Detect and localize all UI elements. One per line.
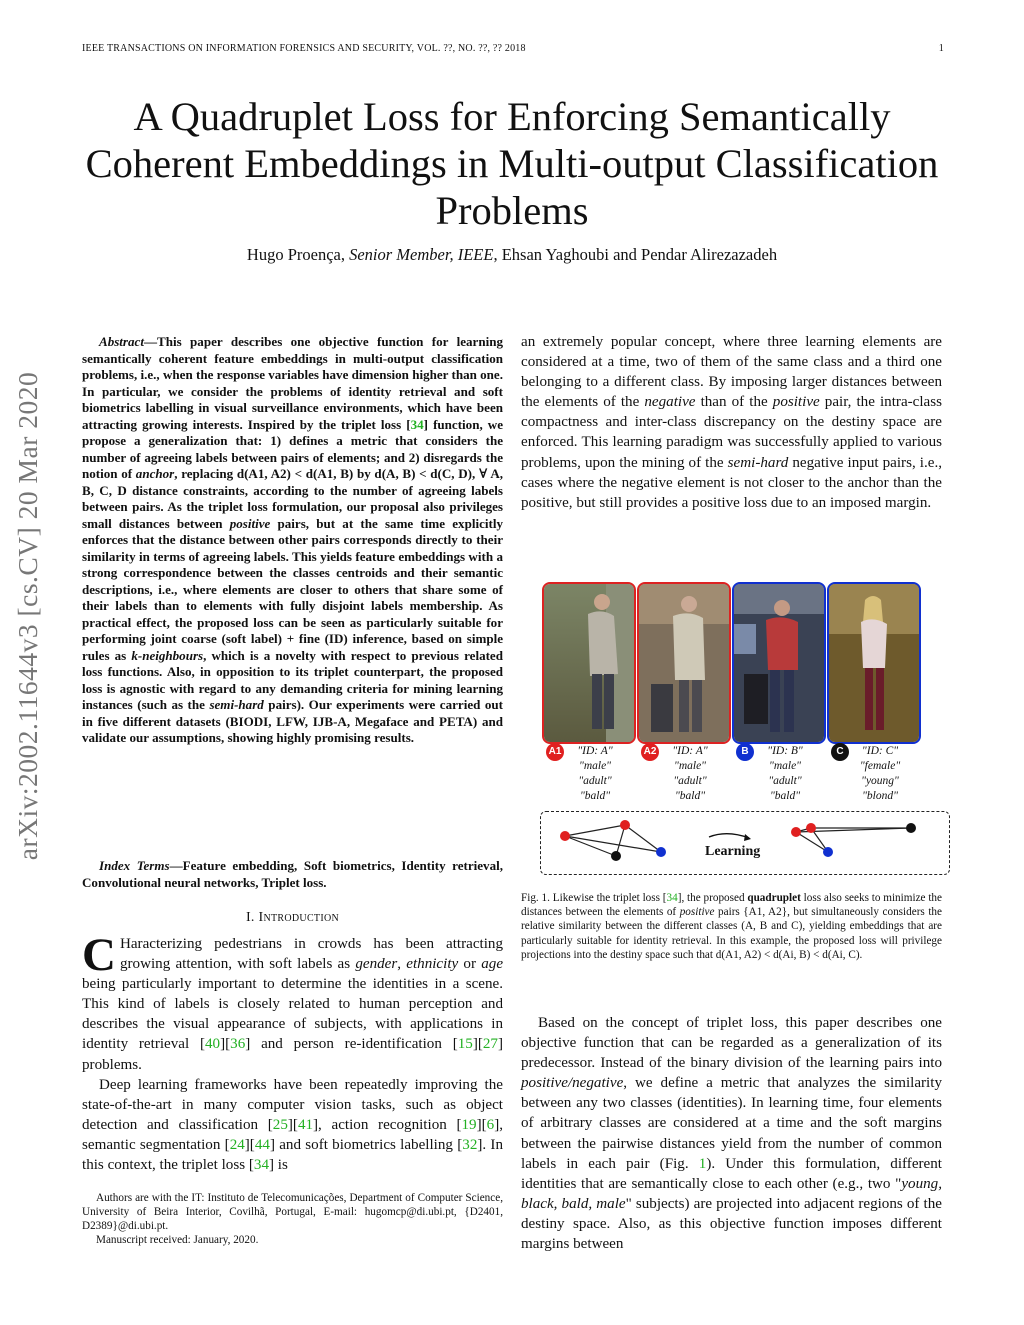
point-c-before <box>611 851 621 861</box>
right-column-bottom <box>521 1013 942 1254</box>
point-c-after <box>906 823 916 833</box>
label-id: "ID: B" <box>767 745 803 757</box>
body-text: or <box>458 956 482 973</box>
emphasis: age <box>481 956 504 973</box>
figure-1-caption <box>521 891 942 962</box>
body-text: ][ <box>287 1116 298 1133</box>
body-text: negative input pairs, i.e., cases where the negative element is not closer to the anchor than the positive, but still provides a positive loss due to an imposed margin. <box>521 454 942 511</box>
emphasis: positive <box>229 515 271 531</box>
label-id: "ID: A" <box>672 745 708 757</box>
label-gender: "female" <box>859 760 901 772</box>
label-age: "adult" <box>768 775 802 787</box>
title-line-3: Problems <box>435 188 589 233</box>
pedestrian-photo-a1 <box>542 582 636 744</box>
body-text: pair, the intra-class compactness and inter-class discrepancy on the destiny space are enforced. This learning paradigm was successfully applied to various problems, upon the mining of the <box>521 394 943 471</box>
emphasis: semi-hard <box>209 697 264 712</box>
body-text: ][ <box>472 1036 483 1053</box>
body-text: ][ <box>476 1116 487 1133</box>
emphasis: negative <box>644 394 696 411</box>
body-text: ] and soft biometrics labelling [ <box>269 1136 463 1153</box>
caption-text: Likewise the triplet loss [ <box>549 892 667 904</box>
badge-c: C <box>831 743 849 761</box>
page-number: 1 <box>938 43 944 54</box>
caption-label: Fig. 1. <box>521 892 550 904</box>
point-b-before <box>656 847 666 857</box>
citation-link[interactable]: 36 <box>230 1036 246 1053</box>
body-text: , we define a metric that analyzes the similarity between any two classes (identities). In learning time, four elements of arbitrary classes are considered at a time and the soft margins between the pairwise distances yield from the number of common labels in each pair (Fig. <box>521 1075 942 1172</box>
label-gender: "male" <box>673 760 706 772</box>
abstract-text: , replacing d(A1, A2) < d(A1, B) by d(A, B) < d(C, D), ∀ A, B, C, D distance constraints, according to the number of agreeing labels between pairs. As the triplet loss formulation, our proposal also privileges small distances between <box>82 466 504 531</box>
author-role: Senior Member, IEEE <box>349 245 494 264</box>
body-text: ], semantic segmentation [ <box>82 1116 503 1153</box>
badge-a2: A2 <box>641 743 659 761</box>
citation-link[interactable]: 34 <box>410 416 424 432</box>
badge-a1: A1 <box>546 743 564 761</box>
body-text: Deep learning frameworks have been repeatedly improving the state-of-the-art in many computer vision tasks, such as object detection and classification [ <box>82 1076 503 1133</box>
emphasis: positive <box>679 906 715 919</box>
intro-text <box>82 929 504 1175</box>
citation-link[interactable]: 19 <box>461 1116 477 1133</box>
body-text: ], action recognition [ <box>313 1116 462 1133</box>
citation-link[interactable]: 40 <box>205 1036 221 1053</box>
citation-link[interactable]: 34 <box>666 892 678 904</box>
caption-text: pairs {A1, A2}, but simultaneously considers the relative similarity between the different classes (A, B and C), yielding embeddings that are particularly suitable for identity retrieval. In this example, the proposed loss will privilege projections into the destiny space such that d(A1, A2) < d(Ai, B) < d(Ai, C). <box>521 906 942 961</box>
journal-name: IEEE TRANSACTIONS ON INFORMATION FORENSICS AND SECURITY, VOL. ??, NO. ??, ?? 2018 <box>82 43 526 54</box>
body-text: Based on the concept of triplet loss, this paper describes one objective function that can be regarded as a generalization of its predecessor. Instead of the binary division of the learning pairs into <box>521 1015 942 1072</box>
label-age: "young" <box>861 775 899 787</box>
body-text: Haracterizing pedestrians in crowds has been attracting growing attention, with soft labels as <box>119 936 503 973</box>
body-text: than of the <box>695 394 773 411</box>
body-text: ][ <box>244 1136 255 1153</box>
footnote <box>82 1191 503 1247</box>
body-text: an extremely popular concept, where three learning elements are considered at a time, two of them of the same class and a third one belonging to a different class. By imposing larger distances between the elements of the <box>521 334 942 411</box>
caption-text: loss also seeks to minimize the distances between the elements of <box>521 892 942 919</box>
emphasis: positive <box>772 394 820 411</box>
caption-text: ], the proposed <box>677 892 748 904</box>
body-text: ]. In this context, the triplet loss [ <box>82 1136 503 1174</box>
body-text: ][ <box>220 1036 231 1053</box>
citation-link[interactable]: 27 <box>482 1036 498 1053</box>
embedding-before <box>565 825 661 856</box>
abstract-text: pairs). Our experiments were carried out in five different datasets (BIODI, LFW, IJB-A, Megaface and PETA) and validate our assumptions, showing highly promising results. <box>82 697 503 745</box>
coauthors: , Ehsan Yaghoubi and Pendar Alirezazadeh <box>493 245 778 264</box>
author-list <box>60 245 964 265</box>
label-id: "ID: C" <box>861 745 899 757</box>
labels-b <box>750 744 820 804</box>
citation-link[interactable]: 41 <box>297 1116 314 1133</box>
emphasis: positive/negative <box>521 1075 624 1092</box>
title-line-1: A Quadruplet Loss for Enforcing Semantically <box>133 94 891 139</box>
emphasis: gender <box>355 956 398 973</box>
citation-link[interactable]: 6 <box>486 1116 495 1133</box>
emphasis: anchor <box>135 466 175 481</box>
citation-link[interactable]: 25 <box>272 1116 288 1133</box>
arxiv-stamp: arXiv:2002.11644v3 [cs.CV] 20 Mar 2020 <box>12 371 43 861</box>
drop-cap: C <box>82 929 116 981</box>
abstract-text: , which is a novelty with respect to previous related loss functions. Also, in opposition to its triplet counterpart, the proposed loss is agnostic with regard to any demanding criteria for mining learning instances (such as the <box>82 647 503 712</box>
footnote-affiliation: Authors are with the IT: Instituto de Telecomunicações, Department of Computer Science, University of Beira Interior, Covilhã, Portugal, E-mail: hugomcp@di.ubi.pt, {D2401, D2389}@di.ubi.pt. <box>82 1192 503 1232</box>
abstract-label: Abstract <box>99 334 144 349</box>
title-line-2: Coherent Embeddings in Multi-output Classification <box>85 141 939 186</box>
emphasis: semi-hard <box>727 454 789 471</box>
author-name: Hugo Proença, <box>246 245 350 264</box>
badge-b: B <box>736 743 754 761</box>
label-id: "ID: A" <box>577 745 613 757</box>
label-age: "adult" <box>673 775 707 787</box>
footnote-received: Manuscript received: January, 2020. <box>96 1234 259 1246</box>
labels-c <box>845 744 915 804</box>
point-b-after <box>823 847 833 857</box>
point-a2-before <box>620 820 630 830</box>
section-heading: I. Introduction <box>245 910 340 925</box>
citation-link[interactable]: 24 <box>229 1136 245 1153</box>
paper-title <box>60 93 964 234</box>
body-text: being particularly important to determine the identities in a scene. This kind of labels is closely related to human perception and describes the visual appearance of subjects, with applications in identity retrieval [ <box>82 976 503 1053</box>
abstract-text: pairs, but at the same time explicitly enforces that the distance between other pairs corresponds directly to their similarity in terms of agreeing labels. This yields feature embeddings with a strong correspondence between the classes centroids and their semantic descriptions, i.e., where elements are closer to others that share some of their labels than to elements with fully disjoint labels membership. As practical effect, the proposed loss can be seen as particularly suitable for performing joint coarse (soft label) + fine (ID) inference, based on simple rules as <box>82 515 503 663</box>
point-a1-before <box>560 831 570 841</box>
labels-a1 <box>560 744 630 804</box>
point-a1-after <box>791 827 801 837</box>
citation-link[interactable]: 32 <box>462 1136 478 1153</box>
abstract <box>82 334 503 747</box>
emphasis: k-neighbours <box>131 647 204 663</box>
label-gender: "male" <box>768 760 801 772</box>
pedestrian-photo-c <box>827 582 921 744</box>
citation-link[interactable]: 15 <box>457 1036 473 1053</box>
body-text: , <box>397 956 407 973</box>
body-text: " subjects) are projected into adjacent regions of the destiny space. Also, as this objective function imposes different margins between <box>521 1195 942 1253</box>
body-text: ). Under this formulation, different identities that are semantically close to each other (e.g., two " <box>521 1155 942 1192</box>
body-text: ] is <box>268 1157 288 1174</box>
caption-bold: quadruplet <box>747 892 801 904</box>
running-header <box>82 43 944 57</box>
abstract-text: —This paper describes one objective function for learning semantically coherent feature embeddings in multi-output classification problems, i.e., when the response variables have dimension higher than one. In particular, we consider the problems of identity retrieval and soft biometrics labelling in visual surveillance environments, which have been attracting growing interests. Inspired by the triplet loss [ <box>82 334 503 432</box>
figure-link[interactable]: 1 <box>698 1155 707 1172</box>
labels-a2 <box>655 744 725 804</box>
emphasis: ethnicity <box>406 956 459 973</box>
learning-label: Learning <box>705 844 761 859</box>
learning-diagram <box>540 811 950 875</box>
label-gender: "male" <box>578 760 611 772</box>
label-hair: "blond" <box>862 790 898 802</box>
emphasis: young, black, bald, male <box>521 1175 942 1212</box>
body-text: ] and person re-identification [ <box>245 1036 458 1053</box>
label-hair: "bald" <box>769 790 801 802</box>
index-terms-label: Index Terms <box>99 858 170 874</box>
figure-1 <box>540 578 935 878</box>
index-terms-text: —Feature embedding, Soft biometrics, Identity retrieval, Convolutional neural networks, Triplet loss. <box>82 858 503 890</box>
label-age: "adult" <box>578 775 612 787</box>
label-hair: "bald" <box>579 790 611 802</box>
label-hair: "bald" <box>674 790 706 802</box>
citation-link[interactable]: 44 <box>254 1136 270 1153</box>
index-terms <box>82 845 503 904</box>
pedestrian-photo-b <box>732 582 826 744</box>
body-text: ] problems. <box>82 1036 503 1073</box>
abstract-text: ] function, we propose a generalization that: 1) defines a metric that considers the number of agreeing labels between pairs of elements; and 2) disregards the notion of <box>82 416 503 481</box>
point-a2-after <box>806 823 816 833</box>
pedestrian-photo-a2 <box>637 582 731 744</box>
learning-arrow <box>709 834 749 838</box>
right-column-top <box>521 332 942 513</box>
citation-link[interactable]: 34 <box>253 1157 269 1174</box>
